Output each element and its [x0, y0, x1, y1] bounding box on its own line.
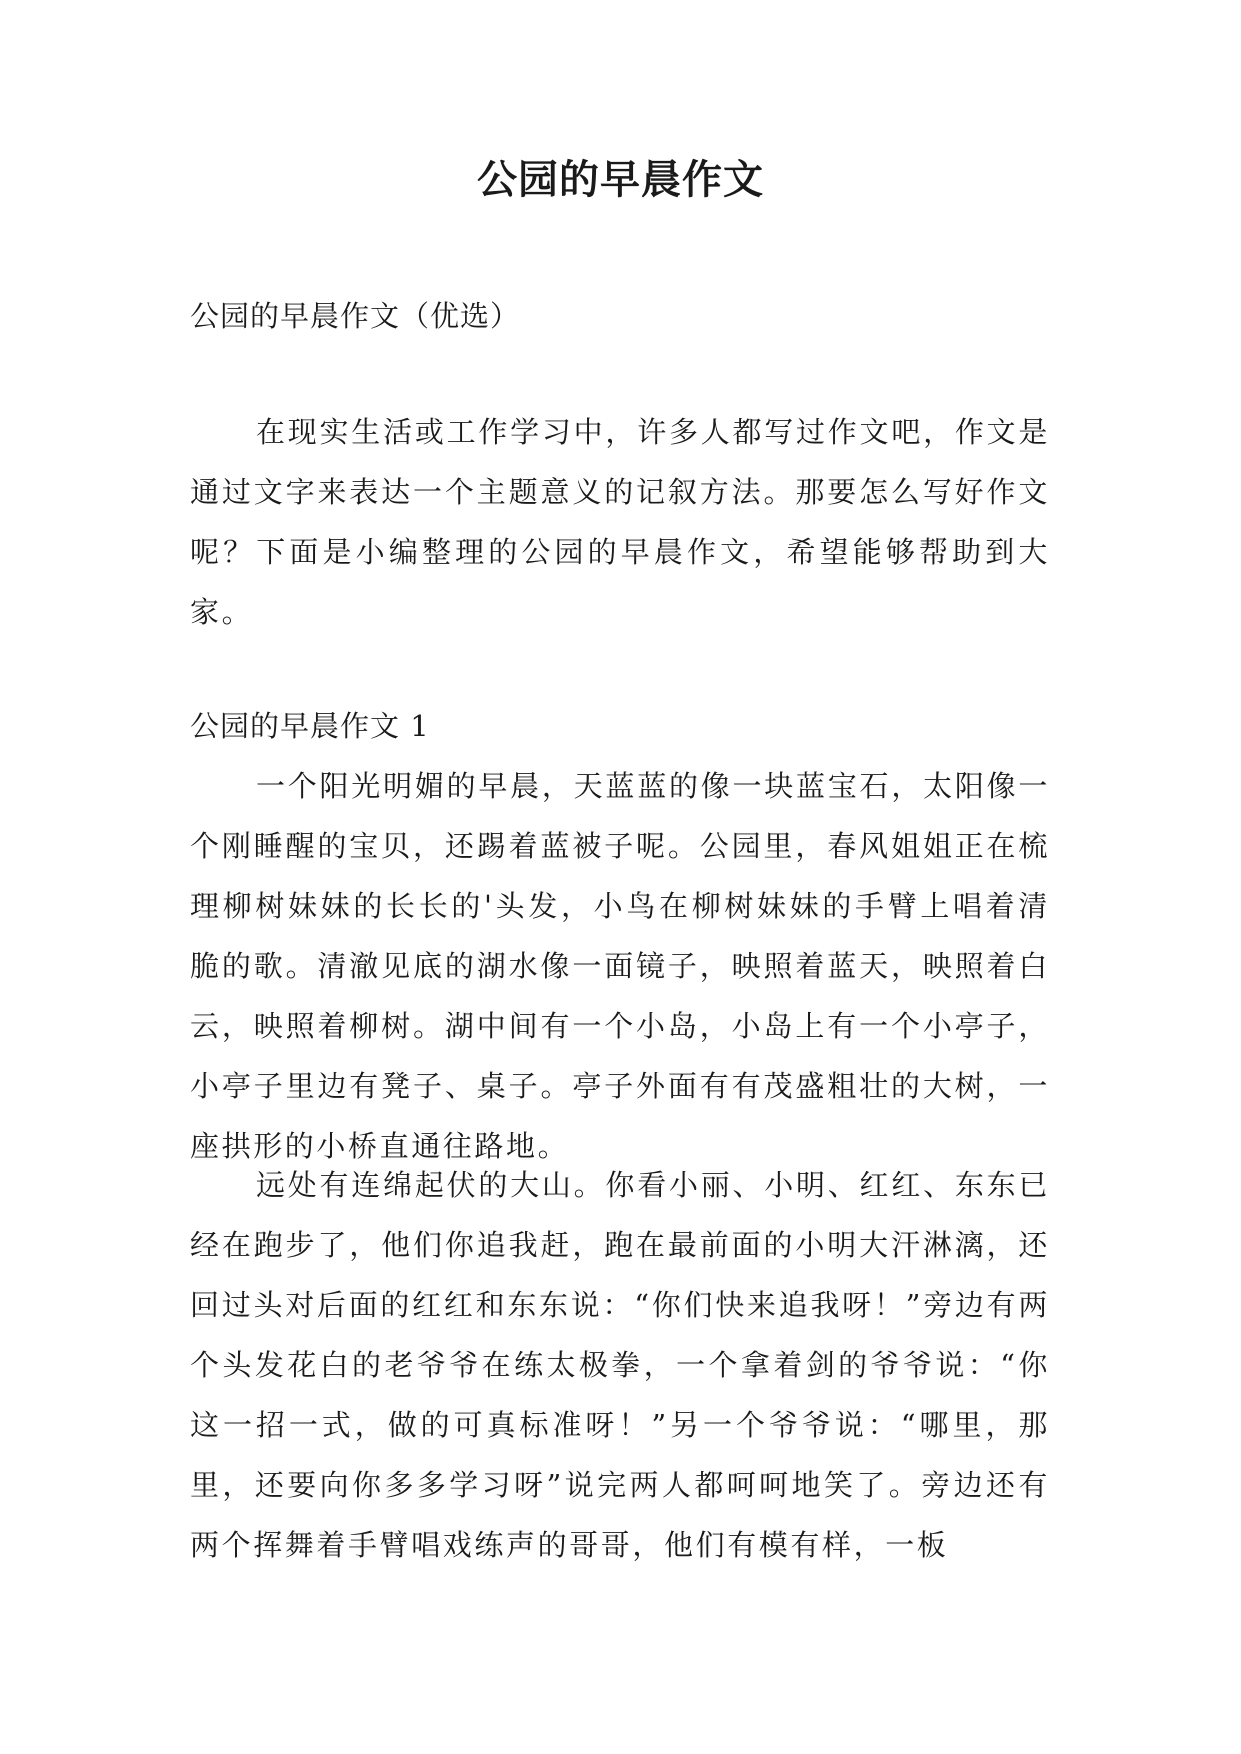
document-subtitle: 公园的早晨作文（优选）	[190, 299, 521, 333]
document-title: 公园的早晨作文	[477, 156, 764, 203]
body-paragraph-2: 远处有连绵起伏的大山。你看小丽、小明、红红、东东已经在跑步了，他们你追我赶，跑在最前面的小明大汗淋漓，还回过头对后面的红红和东东说：“你们快来追我呀！”旁边有两个头发花白的老爷爷在练太极拳，一个拿着剑的爷爷说：“你这一招一式，做的可真标准呀！”另一个爷爷说：“哪里，那里，还要向你多多学习呀”说完两人都呵呵地笑了。旁边还有两个挥舞着手臂唱戏练声的哥哥，他们有模有样，一板	[190, 1168, 1050, 1562]
body-paragraph-1: 一个阳光明媚的早晨，天蓝蓝的像一块蓝宝石，太阳像一个刚睡醒的宝贝，还踢着蓝被子呢。公园里，春风姐姐正在梳理柳树妹妹的长长的'头发，小鸟在柳树妹妹的手臂上唱着清脆的歌。清澈见底的湖水像一面镜子，映照着蓝天，映照着白云，映照着柳树。湖中间有一个小岛，小岛上有一个小亭子，小亭子里边有凳子、桌子。亭子外面有有茂盛粗壮的大树，一座拱形的小桥直通往路地。	[190, 769, 1050, 1163]
intro-paragraph: 在现实生活或工作学习中，许多人都写过作文吧，作文是通过文字来表达一个主题意义的记叙方法。那要怎么写好作文呢？下面是小编整理的公园的早晨作文，希望能够帮助到大家。	[190, 415, 1050, 629]
section-heading: 公园的早晨作文 1	[190, 709, 430, 743]
